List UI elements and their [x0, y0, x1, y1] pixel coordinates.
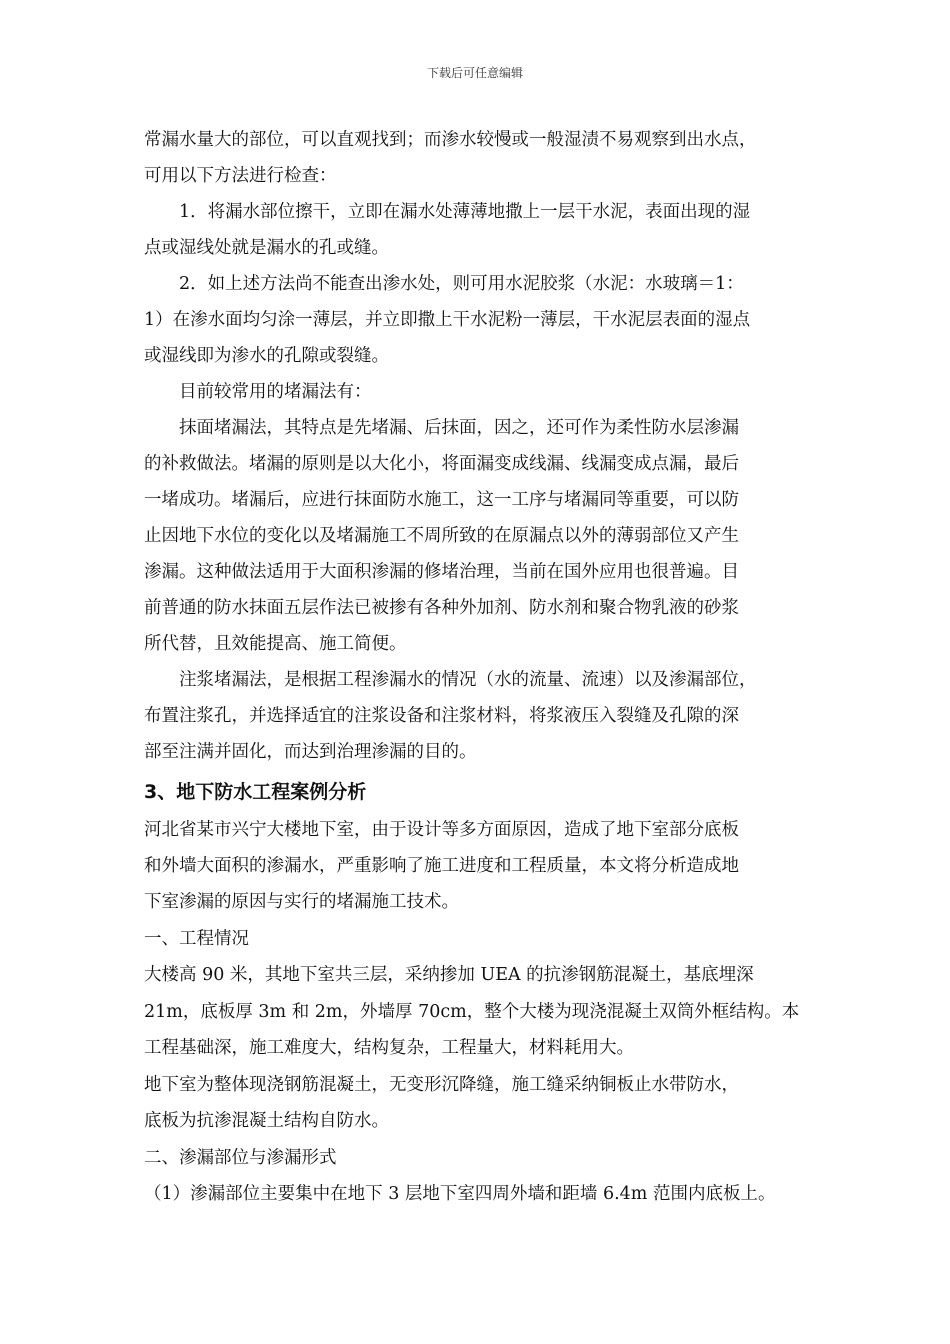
body-line: 常漏水量大的部位，可以直观找到；而渗水较慢或一般湿渍不易观察到出水点， — [144, 130, 757, 150]
body-line: 21m，底板厚 3m 和 2m，外墙厚 70cm，整个大楼为现浇混凝土双筒外框结构。本 — [144, 1002, 800, 1022]
body-line: 所代替，且效能提高、施工简便。 — [144, 634, 407, 654]
body-line: 和外墙大面积的渗漏水，严重影响了施工进度和工程质量，本文将分析造成地 — [144, 856, 739, 876]
body-line: 止因地下水位的变化以及堵漏施工不周所致的在原漏点以外的薄弱部位又产生 — [144, 526, 739, 546]
body-line: 部至注满并固化，而达到治理渗漏的目的。 — [144, 742, 477, 762]
body-line: 注浆堵漏法，是根据工程渗漏水的情况（水的流量、流速）以及渗漏部位， — [144, 670, 757, 690]
body-line: 抹面堵漏法，其特点是先堵漏、后抹面，因之，还可作为柔性防水层渗漏 — [144, 418, 739, 438]
body-line: 渗漏。这种做法适用于大面积渗漏的修堵治理，当前在国外应用也很普遍。目 — [144, 562, 739, 582]
body-line: 点或湿线处就是漏水的孔或缝。 — [144, 238, 389, 258]
body-line: 或湿线即为渗水的孔隙或裂缝。 — [144, 346, 389, 366]
body-line: 工程基础深，施工难度大，结构复杂，工程量大，材料耗用大。 — [144, 1038, 634, 1058]
body-line: 地下室为整体现浇钢筋混凝土，无变形沉降缝，施工缝采纳铜板止水带防水， — [144, 1075, 739, 1095]
body-line: 一堵成功。堵漏后，应进行抹面防水施工，这一工序与堵漏同等重要，可以防 — [144, 490, 739, 510]
body-line: 目前较常用的堵漏法有： — [144, 382, 372, 402]
body-line: 前普通的防水抹面五层作法已被掺有各种外加剂、防水剂和聚合物乳液的砂浆 — [144, 598, 739, 618]
body-line: （1）渗漏部位主要集中在地下 3 层地下室四周外墙和距墙 6.4m 范围内底板上。 — [144, 1184, 776, 1204]
body-line: 布置注浆孔，并选择适宜的注浆设备和注浆材料，将浆液压入裂缝及孔隙的深 — [144, 706, 739, 726]
body-line: 河北省某市兴宁大楼地下室，由于设计等多方面原因，造成了地下室部分底板 — [144, 820, 739, 840]
subheading: 一、工程情况 — [144, 929, 249, 949]
body-line: 的补救做法。堵漏的原则是以大化小，将面漏变成线漏、线漏变成点漏，最后 — [144, 454, 739, 474]
body-line: 1）在渗水面均匀涂一薄层，并立即撒上干水泥粉一薄层，干水泥层表面的湿点 — [144, 310, 751, 330]
body-line: 底板为抗渗混凝土结构自防水。 — [144, 1111, 389, 1131]
section-heading: 3、地下防水工程案例分析 — [144, 781, 367, 803]
subheading: 二、渗漏部位与渗漏形式 — [144, 1148, 337, 1168]
body-line: 2．如上述方法尚不能查出渗水处，则可用水泥胶浆（水泥：水玻璃＝1： — [144, 274, 744, 294]
body-line: 1．将漏水部位擦干，立即在漏水处薄薄地撒上一层干水泥，表面出现的湿 — [144, 202, 751, 222]
body-line: 大楼高 90 米，其地下室共三层，采纳掺加 UEA 的抗渗钢筋混凝土，基底埋深 — [144, 965, 754, 985]
page-header: 下载后可任意编辑 — [426, 66, 523, 80]
body-line: 可用以下方法进行检查： — [144, 166, 337, 186]
body-line: 下室渗漏的原因与实行的堵漏施工技术。 — [144, 892, 459, 912]
